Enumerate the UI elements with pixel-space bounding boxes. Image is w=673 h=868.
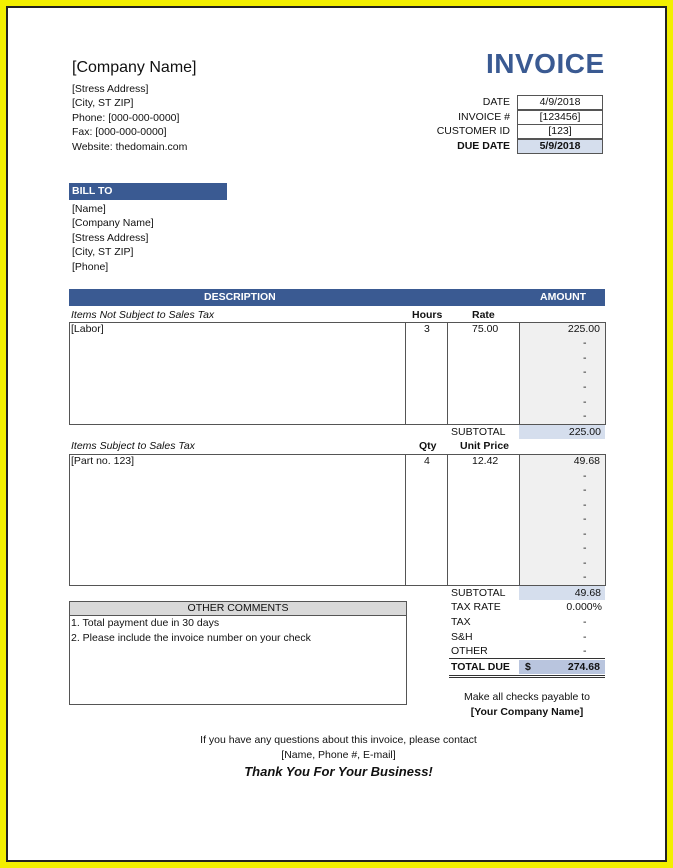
- currency-symbol: $: [525, 661, 531, 673]
- section2-dash: -: [583, 542, 587, 554]
- section1-subtotal-label: SUBTOTAL: [451, 426, 506, 438]
- due-date-value: 5/9/2018: [517, 139, 603, 154]
- tax-rate-label: TAX RATE: [451, 601, 501, 613]
- section1-item-hours: 3: [424, 323, 430, 335]
- section2-unit-price-header: Unit Price: [460, 440, 510, 452]
- comment-line-2: 2. Please include the invoice number on your check: [71, 632, 311, 644]
- customer-id-label: CUSTOMER ID: [436, 125, 510, 137]
- invoice-number-label: INVOICE #: [458, 111, 510, 123]
- section1-dash: -: [583, 337, 587, 349]
- table-header-bar: [69, 289, 605, 306]
- section2-item-qty: 4: [424, 455, 430, 467]
- section1-title: Items Not Subject to Sales Tax: [71, 309, 215, 321]
- section1-rate-col: [447, 322, 520, 425]
- section2-dash: -: [583, 513, 587, 525]
- company-name: [Company Name]: [72, 59, 197, 76]
- section1-item-amount: 225.00: [567, 323, 600, 335]
- other-value: -: [583, 645, 587, 657]
- section1-rate-header: Rate: [472, 309, 495, 321]
- invoice-number-value: [123456]: [517, 110, 603, 125]
- section1-dash: -: [583, 381, 587, 393]
- section2-title: Items Subject to Sales Tax: [71, 440, 195, 452]
- section1-hours-header: Hours: [412, 309, 443, 321]
- total-due-label: TOTAL DUE: [451, 661, 510, 673]
- section2-dash: -: [583, 484, 587, 496]
- due-date-label: DUE DATE: [457, 140, 510, 152]
- company-address: [Stress Address]: [72, 83, 149, 95]
- company-city: [City, ST ZIP]: [72, 97, 134, 109]
- total-due-value: 274.68: [567, 661, 600, 673]
- section2-subtotal-text: 49.68: [574, 587, 601, 599]
- thank-you-note: Thank You For Your Business!: [244, 764, 433, 779]
- other-comments-heading: OTHER COMMENTS: [69, 601, 407, 616]
- section1-hours-col: [405, 322, 448, 425]
- date-value: 4/9/2018: [517, 95, 603, 110]
- payable-company: [Your Company Name]: [470, 706, 584, 718]
- section1-item-rate: 75.00: [472, 323, 499, 335]
- bill-to-phone: [Phone]: [72, 261, 109, 273]
- section1-dash: -: [583, 366, 587, 378]
- invoice-title: INVOICE: [486, 48, 605, 79]
- invoice-page: [6, 6, 667, 862]
- tax-label: TAX: [451, 616, 471, 628]
- company-phone: Phone: [000-000-0000]: [72, 112, 180, 124]
- section2-dash: -: [583, 557, 587, 569]
- section2-subtotal-value: [519, 586, 605, 600]
- section2-dash: -: [583, 528, 587, 540]
- sh-label: S&H: [451, 631, 473, 643]
- section2-dash: -: [583, 470, 587, 482]
- company-website: Website: thedomain.com: [72, 141, 188, 153]
- section2-qty-header: Qty: [419, 440, 437, 452]
- tax-value: -: [583, 616, 587, 628]
- section2-item-price: 12.42: [472, 455, 499, 467]
- bill-to-city: [City, ST ZIP]: [72, 246, 134, 258]
- other-label: OTHER: [451, 645, 488, 657]
- section2-dash: -: [583, 571, 587, 583]
- section2-qty-col: [405, 454, 448, 586]
- section2-item-desc: [Part no. 123]: [71, 455, 135, 467]
- section1-dash: -: [583, 396, 587, 408]
- section2-items-box: [69, 454, 606, 586]
- total-due-box: [519, 660, 605, 674]
- date-label: DATE: [482, 96, 510, 108]
- description-header: DESCRIPTION: [204, 291, 276, 303]
- section1-dash: -: [583, 352, 587, 364]
- total-divider: [449, 658, 605, 659]
- section1-item-desc: [Labor]: [71, 323, 104, 335]
- comment-line-1: 1. Total payment due in 30 days: [71, 617, 220, 629]
- footer-contact-line: If you have any questions about this invoice, please contact: [200, 734, 477, 746]
- amount-header: AMOUNT: [540, 291, 587, 303]
- section1-items-box: [69, 322, 606, 425]
- bill-to-heading: BILL TO: [69, 183, 227, 200]
- section1-subtotal-text: 225.00: [568, 426, 601, 438]
- section2-item-amount: 49.68: [573, 455, 600, 467]
- tax-rate-value: 0.000%: [566, 601, 602, 613]
- sh-value: -: [583, 631, 587, 643]
- section1-dash: -: [583, 410, 587, 422]
- section2-subtotal-label: SUBTOTAL: [451, 587, 506, 599]
- section1-subtotal-value: [519, 425, 605, 439]
- payable-line-1: Make all checks payable to: [463, 691, 591, 703]
- company-fax: Fax: [000-000-0000]: [72, 126, 167, 138]
- bill-to-name: [Name]: [72, 203, 106, 215]
- section2-price-col: [447, 454, 520, 586]
- total-double-rule: [449, 675, 605, 678]
- bill-to-address: [Stress Address]: [72, 232, 149, 244]
- section2-dash: -: [583, 499, 587, 511]
- bill-to-company: [Company Name]: [72, 217, 154, 229]
- footer-contact-details: [Name, Phone #, E-mail]: [281, 749, 396, 761]
- customer-id-value: [123]: [517, 124, 603, 139]
